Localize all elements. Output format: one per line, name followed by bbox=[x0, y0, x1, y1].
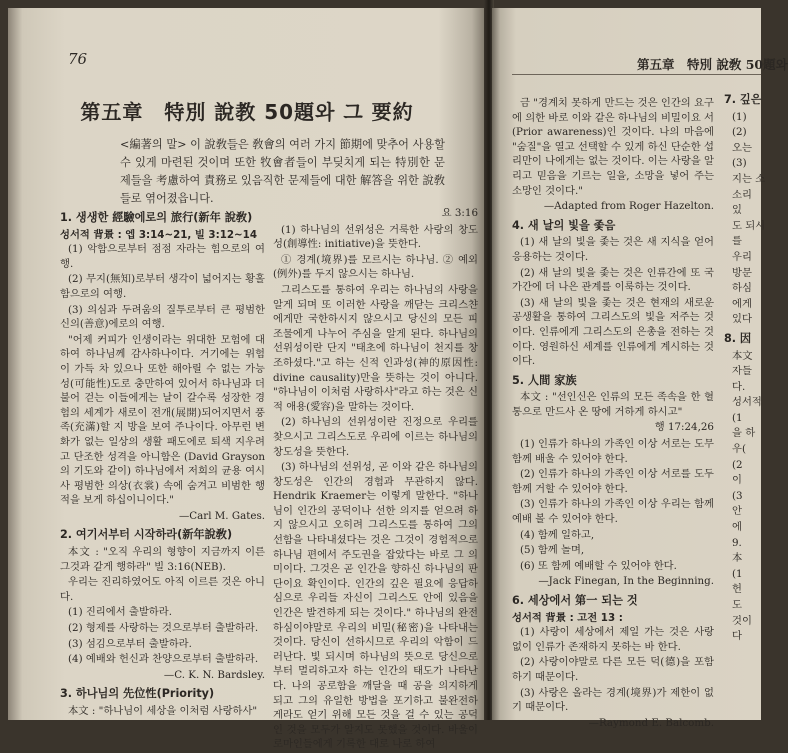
paragraph: 것이 bbox=[732, 614, 752, 627]
right-column-2 bbox=[724, 88, 764, 645]
paragraph: 本文 : "선인신은 인류의 모든 족속을 한 혈통으로 만드사 온 땅에 거하게 하시고" bbox=[512, 391, 714, 418]
page-number: 76 bbox=[68, 50, 88, 68]
paragraph: (1 bbox=[732, 567, 743, 580]
paragraph: (3) 의심과 두려움의 질투로부터 큰 평범한 신의(善意)에로의 여행. bbox=[60, 303, 265, 331]
running-head-rule bbox=[512, 74, 761, 75]
scripture-background: 성서적 背景 : 엡 3:14~21, 빌 3:12~14 bbox=[60, 228, 258, 241]
scripture-reference: 행 17:24,26 bbox=[654, 421, 714, 434]
paragraph: 하심 bbox=[732, 282, 752, 295]
running-head: 第五章 特別 說敎 50題와 bbox=[637, 57, 788, 72]
attribution: —C. K. N. Bardsley. bbox=[163, 668, 265, 681]
paragraph: 을 하 bbox=[732, 427, 756, 440]
paragraph: 다 bbox=[732, 630, 742, 643]
paragraph: 있 bbox=[732, 204, 742, 217]
attribution: —Jack Finegan, In the Beginning. bbox=[538, 575, 714, 588]
paragraph: 그리스도를 통하여 우리는 하나님의 사랑을 알게 되며 또 이러한 사랑을 깨닫는 크리스챤에게만 국한하시지 않으시고 당신의 모든 피조물에게 나누어 주심을 알게 된다. 하나님의 선위성이란 단지 "태초에 하나님이 천지를 창조하셨다."고 하는 신적 인과성(神的原因性: divine causality)만을 뜻하는 것이 아니다. "하나님이 이처럼 사랑하사"라고 하는 것은 신적 애용(愛容)을 말하는 것이다. bbox=[273, 283, 478, 413]
editor-intro: <編著의 말> 이 說敎들은 敎會의 여러 가지 節期에 맞추어 사용할 수 있게 마련된 것이며 또한 牧會者들이 부딪치게 되는 特別한 문제들을 考慮하여 責務로 있음직한 문제들에 대한 解答을 위한 說敎들로 엮어졌읍니다. bbox=[120, 138, 445, 205]
paragraph: (1) 하나님의 선위성은 거룩한 사랑의 창도성(創導性: initiative)을 뜻한다. bbox=[273, 223, 478, 251]
paragraph: 소리 bbox=[732, 188, 752, 201]
left-column-2 bbox=[273, 206, 478, 753]
paragraph: 에게 bbox=[732, 297, 752, 310]
paragraph: (2) 인류가 하나의 가족인 이상 서로를 도두 함께 거할 수 있어야 한다. bbox=[512, 468, 714, 495]
paragraph: "어제 커피가 인생이라는 위대한 모험에 대하여 하나님께 감사하나이다. 거기에는 위험이 가득 차 있으나 또한 해아릴 수 없는 가능성(可能性)도로 충만하여 있어서 하나님과 더불어 걷는 이들에게는 날이 갈수록 성장한 경험의 세계가 새로이 전개(展開)되어지면서 풍족(充滿)할 지 방을 보여 주나이다. 아무런 변화가 없는 일상의 생활 패도에로 퇴색 지우려고 단조한 성격을 아니함은 (David Grayson의 기도와 같이) 하나님에서 저희의 균용 여시사 평범한 의상(衣裳) 속에 숨겨고 비범한 행적을 보게 하십이니이다." bbox=[60, 333, 265, 507]
paragraph: 안 bbox=[732, 505, 742, 518]
left-column-1 bbox=[60, 206, 265, 720]
paragraph: (5) 함께 놀며, bbox=[520, 544, 585, 557]
section-heading: 3. 하나님의 先位性(Priority) bbox=[60, 687, 215, 701]
paragraph: (1) 진리에서 출발하라. bbox=[68, 606, 172, 619]
paragraph: 本文 bbox=[732, 349, 753, 362]
paragraph: 다. bbox=[732, 380, 746, 393]
paragraph: (3 bbox=[732, 489, 743, 502]
paragraph: (1) 새 날의 빛을 좇는 것은 새 지식을 얻어 응용하는 것이다. bbox=[512, 236, 714, 263]
paragraph: 헌 bbox=[732, 583, 742, 596]
paragraph: 성서적 bbox=[732, 396, 762, 409]
paragraph: 금 "경계치 못하게 만드는 것은 인간의 요구에 의한 바로 이와 같은 하나님의 비밀이요 서(Prior awareness)인 것이다. 나의 마음에 "숨질"을 열고 선택할 수 있게 하신 단순한 섭리만이 나에게는 없는 것이다. 이는 사랑을 알리고 믿음을 기르는 일을, 소망을 넣어 주는 소망인 것이다." bbox=[512, 97, 714, 197]
paragraph: (3) 새 날의 빛을 좇는 것은 현재의 새로운 공생활을 통하여 그리스도의 빛을 저주는 것이다. 인류에게 그리스도의 은총을 전하는 것이다. 영원하신 세계를 인류에게 계시하는 것이다. bbox=[512, 296, 714, 368]
right-page bbox=[492, 8, 788, 729]
paragraph: (2) 하나님의 선위성이란 진정으로 우리를 찾으시고 그리스도로 우리에 이르는 하나님의 창도성을 뜻한다. bbox=[273, 416, 478, 458]
paragraph: 지는 소 bbox=[732, 172, 766, 185]
attribution: —Adapted from Roger Hazelton. bbox=[543, 200, 714, 213]
paragraph: (3) 인류가 하나의 가족인 이상 우리는 함께 예배 볼 수 있어야 한다. bbox=[512, 498, 714, 526]
paragraph: 있다 bbox=[732, 313, 752, 326]
paragraph: 자들 bbox=[732, 365, 752, 378]
paragraph: (1) 인류가 하나의 가족인 이상 서로는 도무 함께 배울 수 있어야 한다. bbox=[512, 438, 714, 465]
section-heading: 6. 세상에서 第一 되는 것 bbox=[512, 594, 638, 607]
paragraph: 도 되시 bbox=[732, 219, 766, 232]
section-heading: 1. 생생한 經驗에로의 旅行(新年 說敎) bbox=[60, 211, 253, 224]
attribution: —Raymond E. Balcomb. bbox=[588, 716, 714, 729]
left-page bbox=[8, 8, 486, 751]
paragraph: 9. bbox=[732, 536, 742, 549]
paragraph: (1) bbox=[732, 110, 747, 123]
attribution: —Carl M. Gates. bbox=[178, 509, 265, 522]
paragraph: 오는 bbox=[732, 141, 752, 154]
paragraph: (2) 새 날의 빛을 좇는 것은 인류간에 또 국가간에 더 나은 관계를 이룩하는 것이다. bbox=[512, 266, 714, 294]
paragraph: 本文 : "오직 우리의 형향이 지금까지 이른 그것과 같게 행하라" 빌 3:16(NEB). bbox=[60, 546, 265, 573]
scripture-reference: 요 3:16 bbox=[441, 207, 478, 219]
section-heading: 8. 因 bbox=[724, 331, 752, 345]
paragraph: (2) 사랑이야말로 다른 모든 덕(德)을 포함하기 때문이다. bbox=[512, 656, 714, 683]
paragraph: 도 bbox=[732, 599, 742, 611]
section-heading: 5. 人間 家族 bbox=[512, 373, 577, 387]
paragraph: 방문 bbox=[732, 266, 752, 279]
chapter-title: 第五章 特別 說教 50題와 그 要約 bbox=[80, 100, 414, 124]
paragraph: (1) 악함으로부터 점점 자라는 힘으로의 여행. bbox=[60, 243, 265, 270]
paragraph: 本文 : "하나님이 세상을 이처럼 사랑하사" bbox=[68, 705, 258, 717]
paragraph: (4) 예배와 헌신과 찬양으로부터 출발하라. bbox=[68, 653, 259, 666]
paragraph: (3) bbox=[732, 157, 747, 170]
paragraph: 를 bbox=[732, 235, 742, 248]
section-heading: 7. 깊은 bbox=[724, 93, 762, 106]
paragraph: (2) 무지(無知)로부터 생각이 넓어지는 황홀함으로의 여행. bbox=[60, 273, 265, 300]
right-column-1 bbox=[512, 96, 714, 733]
paragraph: 에 bbox=[732, 521, 742, 534]
paragraph: (2 bbox=[732, 458, 743, 471]
paragraph: (2) bbox=[732, 126, 747, 139]
paragraph: 이 bbox=[732, 474, 742, 487]
paragraph: 우( bbox=[732, 443, 746, 456]
paragraph: (6) 또 함께 예배할 수 있어야 한다. bbox=[520, 559, 677, 572]
paragraph: 우리는 진리하였어도 아직 이르른 것은 아니다. bbox=[60, 576, 265, 603]
paragraph: (3) 하나님의 선위성, 곧 이와 같은 하나님의 창도성은 인간의 경험과 무관하지 않다. Hendrik Kraemer는 이렇게 말한다. "하나님이 인간의 공덕이나 선한 의지를 얻으려 하지 않으시고 오히려 그리스도를 통하여 그의 선함을 나타내셨다는 것은 그것이 경험적으로 하나님 편에서 주도권을 잡았다는 바로 그 의미이다. 그것은 곧 인간을 향하신 하나님의 판단이요 확인이다. 인간의 깊은 필요에 응답하심으로 우리들 자신이 그리스도 안에 있음을 인간은 발견하게 되는 것이다." 하나님의 완전하심이야말로 우리의 비밀(秘密)을 나타내는 것이다. 당신이 선하시므로 우리의 악함이 드러난다. 빛 되시며 하나님의 뜻으로 당신으로부터 멀리하고자 하는 인간의 태도가 나타난다. 나의 공로함을 깨달을 때 공을 의지하게 되고 그의 유일한 방법을 포기하고 불완전하게라도 얻기 위해 모든 것을 걸 수 있는 공덕인 것을 모두가 알지도 못했을 것이다. 바울이 로마인들에게 기록한 대로 나로 하여 bbox=[273, 461, 478, 751]
paragraph: (3) 섬김으로부터 출발하라. bbox=[68, 637, 192, 650]
section-heading: 2. 여기서부터 시작하라(新年說敎) bbox=[60, 528, 233, 542]
scripture-background: 성서적 背景 : 고전 13 : bbox=[512, 611, 623, 624]
paragraph: (3) 사랑은 올라는 경계(境界)가 제한이 없기 때문이다. bbox=[512, 686, 714, 714]
paragraph: (1) 사랑이 세상에서 제일 가는 것은 사랑 없이 인류가 존재하지 못하는 바 한다. bbox=[512, 626, 714, 653]
section-heading: 4. 새 날의 빛을 좇음 bbox=[512, 218, 616, 232]
paragraph: (1 bbox=[732, 411, 743, 424]
paragraph: (2) 형제를 사랑하는 것으로부터 출발하라. bbox=[68, 622, 259, 635]
paragraph: ① 경계(境界)를 모르시는 하나님. ② 예외(例外)를 두지 않으시는 하나님. bbox=[273, 253, 478, 281]
paragraph: 우리 bbox=[732, 250, 752, 263]
paragraph: (4) 함께 일하고, bbox=[520, 528, 595, 541]
paragraph: 本 bbox=[732, 552, 743, 565]
